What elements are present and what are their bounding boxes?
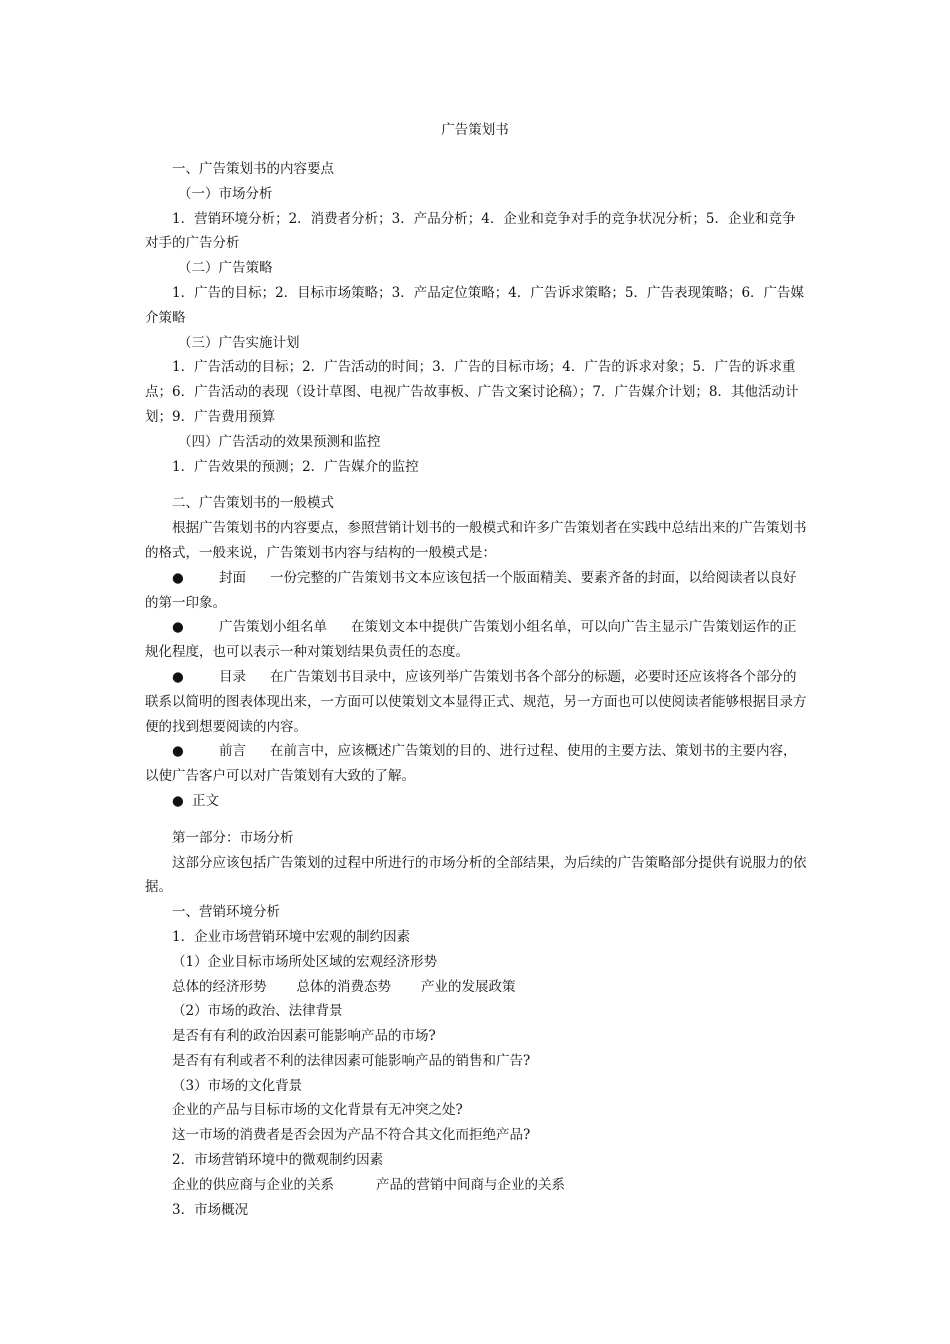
section-heading: 一、广告策划书的内容要点 — [172, 161, 334, 177]
bullet-term: 正文 — [192, 792, 219, 809]
term-row — [172, 975, 808, 1000]
bullet-item — [145, 665, 808, 739]
bullet-text: 在广告策划书目录中，应该列举广告策划书各个部分的标题，必要时还应该将各个部分的联系以简明的图表体现出来，一方面可以使策划文本显得正式、规范，另一方面也可以使阅读者能够根据目录方便的找到想要阅读的内容。 — [145, 668, 807, 735]
bullet-item — [145, 566, 808, 616]
paragraph: 1．广告效果的预测；2．广告媒介的监控 — [172, 458, 419, 475]
question-line: 是否有有利的政治因素可能影响产品的市场? — [172, 1028, 436, 1045]
section-heading: 二、广告策划书的一般模式 — [172, 495, 334, 512]
term-item: 产业的发展政策 — [421, 978, 516, 995]
spacer — [172, 814, 808, 826]
subsection-heading: 1．企业市场营销环境中宏观的制约因素 — [172, 928, 411, 945]
subsection-heading: 2．市场营销环境中的微观制约因素 — [172, 1152, 384, 1169]
question-line: 这一市场的消费者是否会因为产品不符合其文化而拒绝产品? — [172, 1127, 531, 1144]
bullet-term: 目录 — [219, 668, 246, 685]
paragraph: 这部分应该包括广告策划的过程中所进行的市场分析的全部结果，为后续的广告策略部分提供有说服力的依据。 — [145, 854, 807, 896]
bullet-icon: ● — [172, 569, 184, 586]
term-item: 产品的营销中间商与企业的关系 — [376, 1176, 565, 1193]
subsection-heading: （一）市场分析 — [178, 185, 273, 202]
bullet-item — [145, 789, 808, 814]
bullet-term: 封面 — [219, 569, 246, 586]
part-heading: 第一部分：市场分析 — [172, 829, 294, 846]
paragraph: 1．营销环境分析；2．消费者分析；3．产品分析；4．企业和竞争对手的竞争状况分析；5．企业和竞争对手的广告分析 — [145, 210, 796, 252]
document-body — [145, 157, 808, 1222]
term-row — [172, 1173, 808, 1198]
question-line: 企业的产品与目标市场的文化背景有无冲突之处? — [172, 1102, 463, 1119]
bullet-icon: ● — [172, 619, 184, 636]
bullet-item — [145, 739, 808, 789]
bullet-icon: ● — [172, 743, 184, 760]
term-item: 总体的消费态势 — [296, 978, 391, 995]
spacer — [172, 479, 808, 491]
question-line: 是否有有利或者不利的法律因素可能影响产品的销售和广告? — [172, 1052, 531, 1069]
subsection-heading: （三）广告实施计划 — [178, 334, 300, 351]
term-item: 企业的供应商与企业的关系 — [172, 1176, 334, 1193]
paragraph: 1．广告的目标；2．目标市场策略；3．产品定位策略；4．广告诉求策略；5．广告表现策略；6．广告媒介策略 — [145, 284, 805, 326]
subsection-heading: （3）市场的文化背景 — [172, 1077, 303, 1094]
paragraph: 根据广告策划书的内容要点，参照营销计划书的一般模式和许多广告策划者在实践中总结出来的广告策划书的格式，一般来说，广告策划书内容与结构的一般模式是： — [145, 520, 807, 561]
subsection-heading: （二）广告策略 — [178, 260, 273, 277]
bullet-term: 前言 — [219, 743, 246, 760]
bullet-text: 一份完整的广告策划书文本应该包括一个版面精美、要素齐备的封面，以给阅读者以良好的第一印象。 — [145, 569, 797, 611]
document-title: 广告策划书 — [441, 122, 509, 138]
bullet-term: 广告策划小组名单 — [219, 619, 327, 636]
subsection-heading: 3．市场概况 — [172, 1201, 249, 1218]
term-item: 总体的经济形势 — [172, 978, 267, 995]
section-heading: 一、营销环境分析 — [172, 904, 280, 921]
bullet-text: 在前言中，应该概述广告策划的目的、进行过程、使用的主要方法、策划书的主要内容，以使广告客户可以对广告策划有大致的了解。 — [145, 743, 797, 785]
bullet-icon: ● — [172, 792, 184, 809]
paragraph: 1．广告活动的目标；2．广告活动的时间；3．广告的目标市场；4．广告的诉求对象；5．广告的诉求重点；6．广告活动的表现（设计草图、电视广告故事板、广告文案讨论稿）；7．广告媒介计划；8．其他活动计划；9．广告费用预算 — [145, 359, 799, 425]
subsection-heading: （1）企业目标市场所处区域的宏观经济形势 — [172, 953, 438, 970]
bullet-icon: ● — [172, 668, 184, 685]
subsection-heading: （四）广告活动的效果预测和监控 — [178, 433, 381, 450]
subsection-heading: （2）市场的政治、法律背景 — [172, 1003, 343, 1020]
bullet-text: 在策划文本中提供广告策划小组名单，可以向广告主显示广告策划运作的正规化程度，也可以表示一种对策划结果负责任的态度。 — [145, 619, 797, 661]
bullet-item — [145, 615, 808, 665]
